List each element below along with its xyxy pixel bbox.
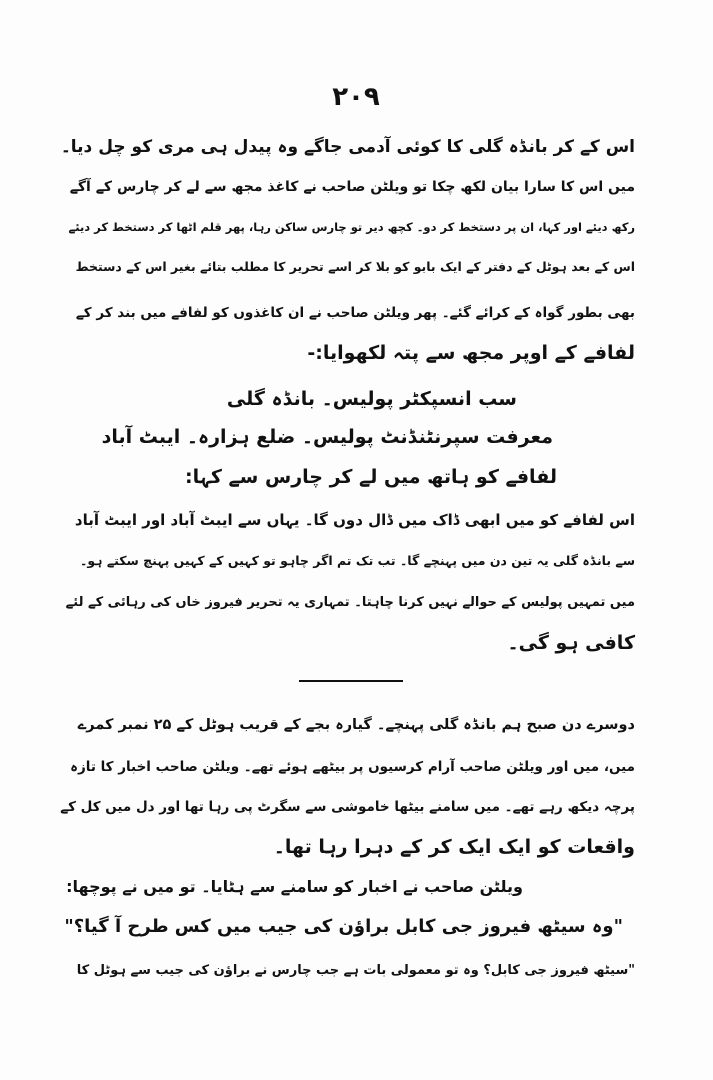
paragraph-line: اس کے کر بانڈہ گلی کا کوئی آدمی جاگے وہ پیدل ہی مری کو چل دیا۔ <box>60 137 635 157</box>
paragraph-line: لفافے کے اوپر مجھ سے پتہ لکھوایا:- <box>307 342 635 364</box>
paragraph-line: میں اس کا سارا بیان لکھ چکا تو ویلٹن صاحب نے کاغذ مجھ سے لے کر چارس کے آگے <box>69 179 635 195</box>
paragraph-line: میں تمہیں پولیس کے حوالے نہیں کرنا چاہتا۔ تمہاری یہ تحریر فیروز خاں کی رہائی کے لئے <box>65 595 635 610</box>
paragraph-line: ویلٹن صاحب نے اخبار کو سامنے سے ہٹایا۔ تو میں نے پوچھا: <box>66 877 523 896</box>
paragraph-line: اس لفافے کو میں ابھی ڈاک میں ڈال دوں گا۔ یہاں سے ایبٹ آباد اور ایبٹ آباد <box>74 511 635 529</box>
paragraph-line: رکھ دیئے اور کہا، ان پر دستخط کر دو۔ کچھ دیر تو چارس ساکن رہا، پھر قلم اٹھا کر دستخط کر دیئے <box>68 220 635 234</box>
paragraph-line: دوسرے دن صبح ہم بانڈہ گلی پہنچے۔ گیارہ بجے کے قریب ہوٹل کے ۲۵ نمبر کمرے <box>77 717 635 733</box>
paragraph-line: اس کے بعد ہوٹل کے دفتر کے ایک بابو کو بلا کر اسے تحریر کا مطلب بتائے بغیر اس کے دستخط <box>75 259 635 274</box>
paragraph-line: پرچہ دیکھ رہے تھے۔ میں سامنے بیٹھا خاموشی سے سگرٹ پی رہا تھا اور دل میں کل کے <box>60 799 635 815</box>
paragraph-line: "وہ سیٹھ فیروز جی کابل براؤن کی جیب میں کس طرح آ گیا؟" <box>64 916 623 937</box>
paragraph-line: میں، میں اور ویلٹن صاحب آرام کرسیوں پر بیٹھے ہوئے تھے۔ ویلٹن صاحب اخبار کا تازہ <box>70 759 635 775</box>
address-line: معرفت سپرنٹنڈنٹ پولیس۔ ضلع ہزارہ۔ ایبٹ آباد <box>101 426 553 448</box>
paragraph-line: کافی ہو گی۔ <box>507 632 635 654</box>
page-number: ۲۰۹ <box>332 82 380 112</box>
paragraph-line: "سیٹھ فیروز جی کابل؟ وہ تو معمولی بات ہے جب چارس نے براؤن کی جیب سے ہوٹل کا <box>76 963 635 978</box>
paragraph-line: واقعات کو ایک ایک کر کے دہرا رہا تھا۔ <box>273 836 635 858</box>
paragraph-line: بھی بطور گواہ کے کرائے گئے۔ پھر ویلٹن صاحب نے ان کاغذوں کو لفافے میں بند کر کے <box>75 305 635 321</box>
section-divider <box>299 680 403 682</box>
address-line: سب انسپکٹر پولیس۔ بانڈہ گلی <box>226 388 517 410</box>
paragraph-line: لفافے کو ہاتھ میں لے کر چارس سے کہا: <box>185 466 557 488</box>
paragraph-line: سے بانڈہ گلی یہ تین دن میں پہنچے گا۔ تب تک تم اگر چاہو تو کہیں کے کہیں پہنچ سکتے ہو۔ <box>80 553 635 568</box>
